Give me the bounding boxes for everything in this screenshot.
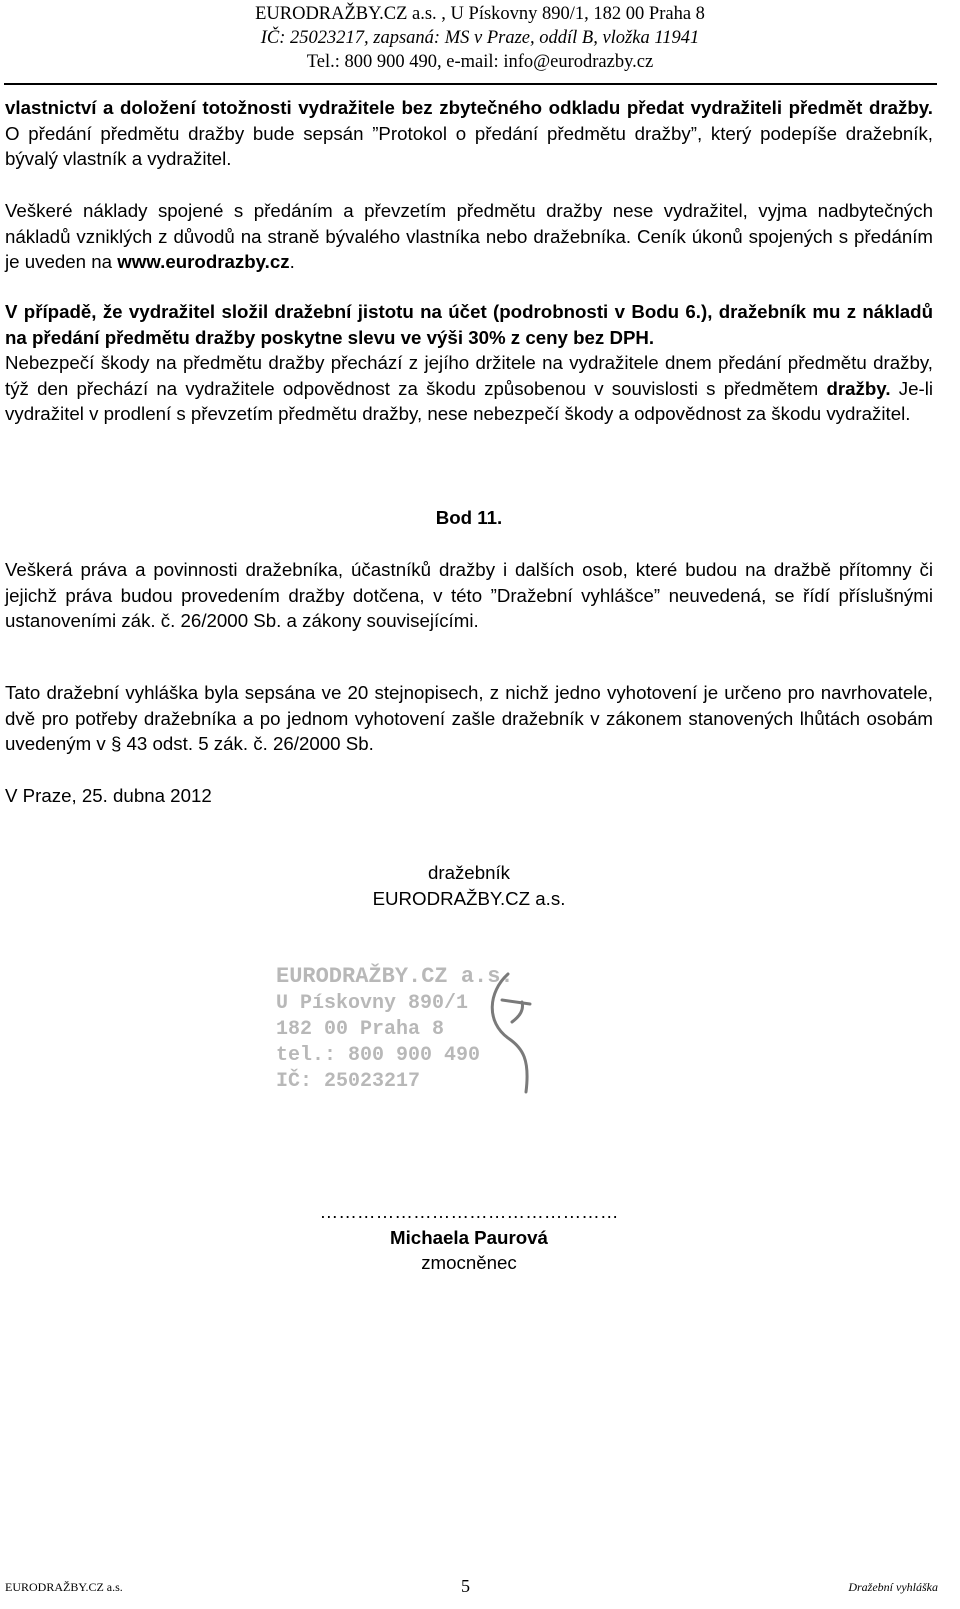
- signature-line: …………………………………………: [319, 1201, 619, 1222]
- footer-company: EURODRAŽBY.CZ a.s.: [5, 1580, 123, 1594]
- svg-text:tel.: 800 900 490: tel.: 800 900 490: [276, 1044, 481, 1067]
- rights-block: [5, 557, 933, 634]
- svg-text:U Pískovny 890/1: U Pískovny 890/1: [276, 992, 469, 1015]
- signatory-title: zmocněnec: [421, 1252, 517, 1274]
- paragraph-rights: Veškerá práva a povinnosti dražebníka, účastníků dražby i dalších osob, které budou na dražbě přítomny či jejichž práva budou provedením dražby dotčena, v této ”Dražební vyhlášce” neuvedená, se řídí příslušnými ustanoveními zák. č. 26/2000 Sb. a zákony souvisejícími.: [5, 559, 933, 632]
- signature-top: [5, 860, 933, 911]
- discount-block: [5, 299, 933, 427]
- document-body: [5, 95, 933, 172]
- svg-text:IČ: 25023217: IČ: 25023217: [276, 1070, 421, 1093]
- page-number: 5: [461, 1576, 470, 1596]
- paragraph-costs: [5, 198, 933, 275]
- header-divider: [4, 83, 937, 85]
- paragraph-risk-text2: Je-li vydražitel v prodlení s převzetím předmětu dražby, nese nebezpečí škody a odpovědnost za škodu vydražitel.: [5, 377, 933, 425]
- place-date: V Praze, 25. dubna 2012: [5, 785, 212, 806]
- paragraph-risk-bold: dražby.: [826, 377, 891, 399]
- svg-text:182 00 Praha 8: 182 00 Praha 8: [276, 1018, 445, 1041]
- paragraph-risk-text1: Nebezpečí škody na předmětu dražby přechází z jejího držitele na vydražitele dnem předání předmětu dražby, týž den přechází na vydražitele odpovědnost za škodu způsobenou v souvislosti s předmětem: [5, 352, 933, 399]
- letterhead-registration: IČ: 25023217, zapsaná: MS v Praze, oddíl B, vložka 11941: [260, 28, 700, 48]
- website-link[interactable]: www.eurodrazby.cz: [117, 251, 290, 273]
- paragraph-costs-end: .: [289, 251, 295, 273]
- costs-block: [5, 198, 933, 275]
- signature-role: dražebník: [427, 862, 511, 883]
- svg-text:EURODRAŽBY.CZ a.s.: EURODRAŽBY.CZ a.s.: [276, 964, 514, 989]
- paragraph-costs-text: Veškeré náklady spojené s předáním a převzetím předmětu dražby nese vydražitel, vyjma nadbytečných nákladů vzniklých z důvodů na straně bývalého vlastníka nebo dražebníka. Ceník úkonů spojených s předáním je uveden na: [5, 200, 933, 273]
- paragraph-handover: [5, 95, 933, 172]
- letterhead-company: EURODRAŽBY.CZ a.s. , U Pískovny 890/1, 182 00 Praha 8: [255, 4, 705, 24]
- footer-document-title: Dražební vyhláška: [848, 1580, 938, 1594]
- paragraph-handover-text: O předání předmětu dražby bude sepsán ”Protokol o předání předmětu dražby”, který podepíše dražebník, bývalý vlastník a vydražitel.: [5, 122, 933, 170]
- signature-company: EURODRAŽBY.CZ a.s.: [372, 887, 566, 909]
- place-date-block: [5, 783, 933, 809]
- letterhead-contact: Tel.: 800 900 490, e-mail: info@eurodrazby.cz: [306, 52, 654, 72]
- paragraph-discount: V případě, že vydražitel složil dražební jistotu na účet (podrobnosti v Bodu 6.), dražebník mu z nákladů na předání předmětu dražby poskytne slevu ve výši 30% z ceny bez DPH.: [5, 301, 933, 348]
- section-title: Bod 11.: [435, 507, 503, 528]
- paragraph-handover-bold: vlastnictví a doložení totožnosti vydražitele bez zbytečného odkladu předat vydražiteli předmět dražby.: [5, 97, 933, 118]
- paragraph-copies: Tato dražební vyhláška byla sepsána ve 20 stejnopisech, z nichž jedno vyhotovení je určeno pro navrhovatele, dvě pro potřeby dražebníka a po jednom vyhotovení zašle dražebník v zákonem stanovených lhůtách osobám uvedeným v § 43 odst. 5 zák. č. 26/2000 Sb.: [5, 682, 933, 755]
- company-stamp: [268, 952, 588, 1102]
- signature-bottom: [5, 1199, 933, 1276]
- copies-block: [5, 680, 933, 757]
- paragraph-risk: [5, 350, 933, 427]
- bod-heading-block: [5, 505, 933, 531]
- letterhead: [0, 2, 960, 74]
- signatory-name: Michaela Paurová: [390, 1226, 548, 1248]
